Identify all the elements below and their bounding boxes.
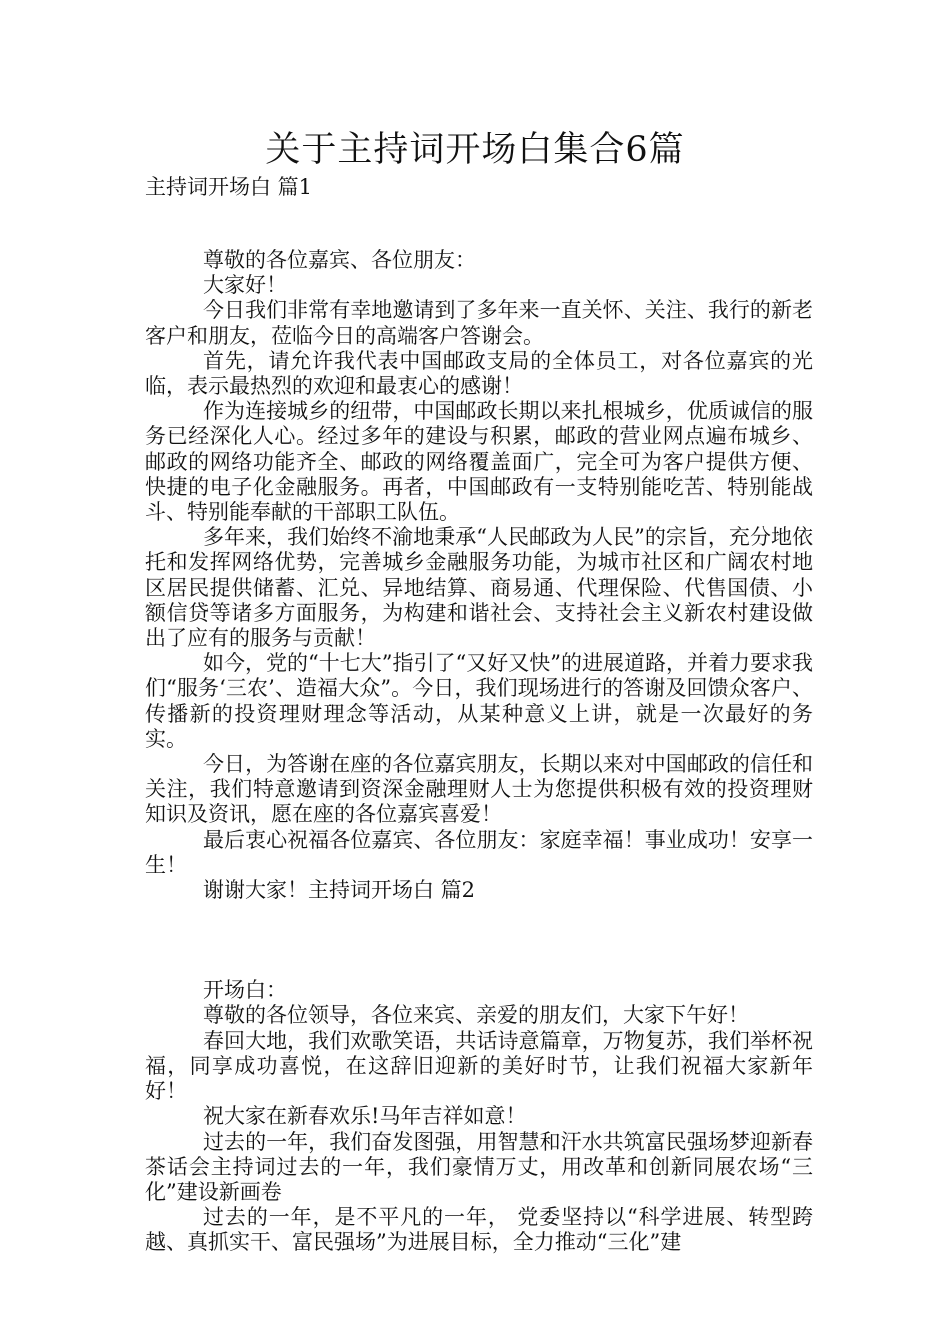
paragraph: 作为连接城乡的纽带，中国邮政长期以来扎根城乡，优质诚信的服务已经深化人心。经过多年的建设与积累，邮政的营业网点遍布城乡、邮政的网络功能齐全、邮政的网络覆盖面广，完全可为客户提供方便、快捷的电子化金融服务。再者，中国邮政有一支特别能吃苦、特别能战斗、特别能奉献的干部职工队伍。 [145,399,813,525]
section-heading: 主持词开场白 篇1 [145,175,313,199]
paragraph: 大家好！ [203,273,287,298]
document-body [145,248,813,1256]
paragraph: 首先，请允许我代表中国邮政支局的全体员工，对各位嘉宾的光临，表示最热烈的欢迎和最衷心的感谢！ [145,348,813,399]
paragraph: 最后衷心祝福各位嘉宾、各位朋友：家庭幸福！事业成功！安享一生！ [145,827,813,877]
paragraph: 尊敬的各位领导，各位来宾、亲爱的朋友们，大家下午好！ [203,1003,749,1028]
paragraph: 多年来，我们始终不渝地秉承“人民邮政为人民”的宗旨，充分地依托和发挥网络优势，完善城乡金融服务功能，为城市社区和广阔农村地区居民提供储蓄、汇兑、异地结算、商易通、代理保险、代售国债、小额信贷等诸多方面服务，为构建和谐社会、支持社会主义新农村建设做出了应有的服务与贡献！ [145,525,813,651]
paragraph: 春回大地，我们欢歌笑语，共话诗意篇章，万物复苏，我们举杯祝福，同享成功喜悦，在这辞旧迎新的美好时节，让我们祝福大家新年好！ [145,1028,813,1104]
paragraph: 谢谢大家！主持词开场白 篇2 [203,878,476,903]
document-title: 关于主持词开场白集合6篇 [265,130,685,170]
paragraph: 今日，为答谢在座的各位嘉宾朋友，长期以来对中国邮政的信任和关注，我们特意邀请到资深金融理财人士为您提供积极有效的投资理财知识及资讯，愿在座的各位嘉宾喜爱！ [145,752,813,827]
paragraph: 开场白： [203,978,287,1003]
paragraph: 过去的一年，是不平凡的一年， 党委坚持以“科学进展、转型跨越、真抓实干、富民强场”为进展目标，全力推动“三化”建 [145,1205,813,1255]
paragraph: 尊敬的各位嘉宾、各位朋友： [203,248,476,272]
paragraph: 今日我们非常有幸地邀请到了多年来一直关怀、关注、我行的新老客户和朋友，莅临今日的高端客户答谢会。 [145,298,813,348]
paragraph: 过去的一年，我们奋发图强，用智慧和汗水共筑富民强场梦迎新春茶话会主持词过去的一年，我们豪情万丈，用改革和创新同展农场“三化”建设新画卷 [145,1129,813,1204]
paragraph: 如今，党的“十七大”指引了“又好又快”的进展道路，并着力要求我们“服务‘三农’、造福大众”。今日，我们现场进行的答谢及回馈众客户、传播新的投资理财理念等活动，从某种意义上讲，就是一次最好的务实。 [145,651,813,751]
paragraph: 祝大家在新春欢乐!马年吉祥如意！ [203,1104,527,1129]
